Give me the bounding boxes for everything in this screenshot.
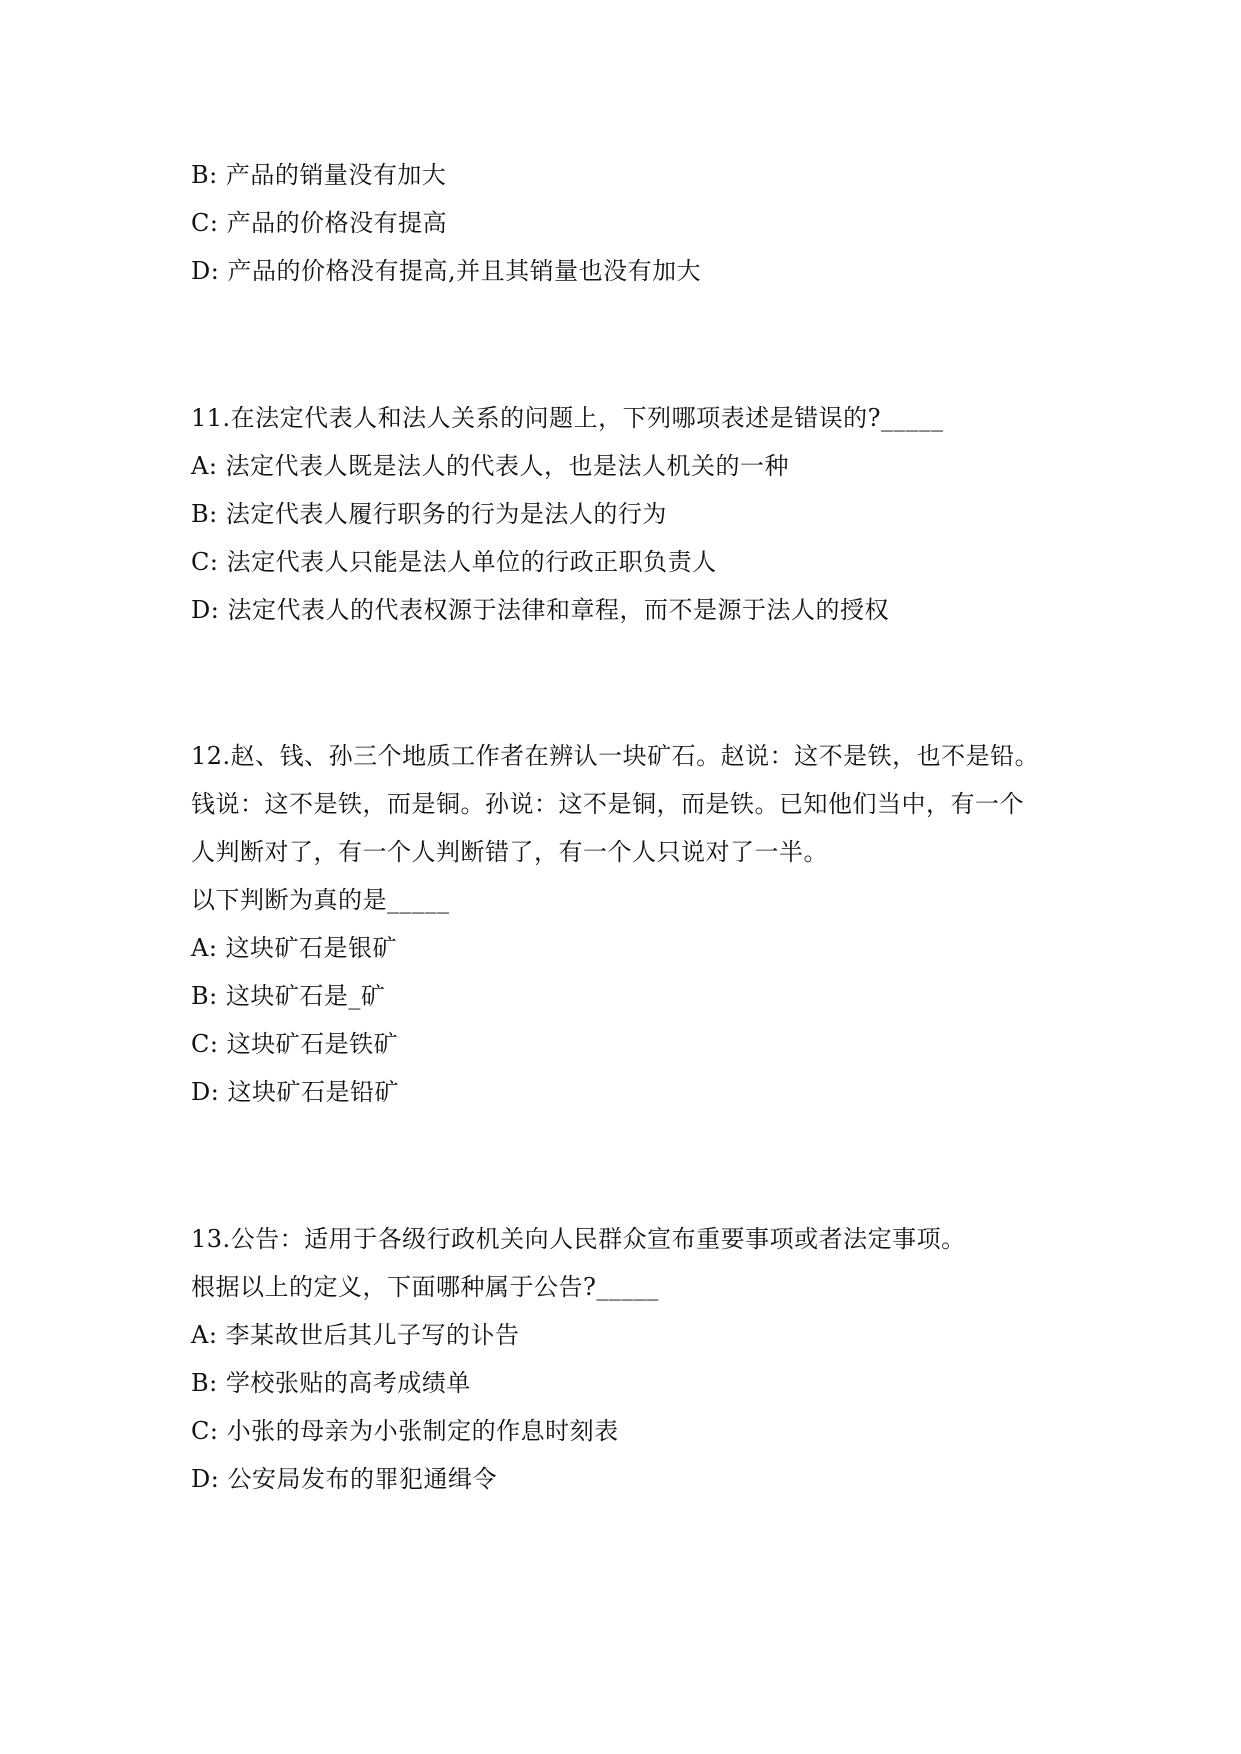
question-12-option-c: C: 这块矿石是铁矿	[191, 1030, 399, 1058]
question-12-option-b: B: 这块矿石是_矿	[191, 982, 386, 1010]
question-12-stem-line: 钱说：这不是铁，而是铜。孙说：这不是铜，而是铁。已知他们当中，有一个	[191, 790, 1024, 818]
question-11-option-a: A: 法定代表人既是法人的代表人，也是法人机关的一种	[191, 452, 790, 480]
option-b: B: 产品的销量没有加大	[191, 161, 447, 189]
question-12-option-a: A: 这块矿石是银矿	[191, 934, 398, 962]
question-11-option-b: B: 法定代表人履行职务的行为是法人的行为	[191, 500, 667, 528]
question-13-stem-line: 13.公告：适用于各级行政机关向人民群众宣布重要事项或者法定事项。	[191, 1225, 966, 1253]
question-13-option-a: A: 李某故世后其儿子写的讣告	[191, 1321, 520, 1349]
option-c: C: 产品的价格没有提高	[191, 209, 448, 237]
question-13-prompt: 根据以上的定义，下面哪种属于公告?_____	[191, 1273, 659, 1301]
option-d: D: 产品的价格没有提高,并且其销量也没有加大	[191, 257, 702, 285]
question-11-option-d: D: 法定代表人的代表权源于法律和章程，而不是源于法人的授权	[191, 596, 889, 624]
question-12-stem-line: 人判断对了，有一个人判断错了，有一个人只说对了一半。	[191, 838, 828, 866]
question-11-stem: 11.在法定代表人和法人关系的问题上，下列哪项表述是错误的?_____	[191, 404, 944, 432]
question-12-option-d: D: 这块矿石是铅矿	[191, 1078, 399, 1106]
question-11-option-c: C: 法定代表人只能是法人单位的行政正职负责人	[191, 548, 717, 576]
question-13-option-d: D: 公安局发布的罪犯通缉令	[191, 1465, 497, 1493]
question-12-prompt: 以下判断为真的是_____	[191, 886, 450, 914]
question-13-option-b: B: 学校张贴的高考成绩单	[191, 1369, 471, 1397]
question-13-option-c: C: 小张的母亲为小张制定的作息时刻表	[191, 1417, 619, 1445]
question-12-stem-line: 12.赵、钱、孙三个地质工作者在辨认一块矿石。赵说：这不是铁，也不是铅。	[191, 742, 1040, 770]
